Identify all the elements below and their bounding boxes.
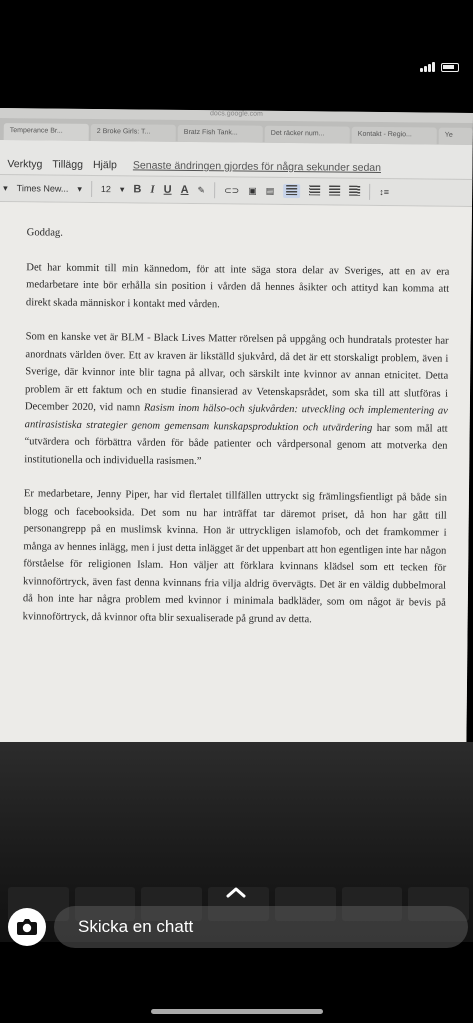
highlight-icon[interactable]: ✎	[197, 184, 206, 195]
doc-paragraph-3: Er medarbetare, Jenny Piper, har vid flertalet tillfällen uttryckt sig främlingsfientligt på både sin blogg och facebooksida. Det som nu har inträffat tar däremot priset, då hon har gått till personangrepp på en muslimsk kvinna. Hon är uttryckligen islamofob, och det framkommer i många av hennes inlägg, men i just detta inlägget är det uppenbart att hon egentligen inte har någon förståelse för religionen Islam. Hon väljer att förklara kvinnans klädsel som ett tecken för kvinnoförtryck, även fast denna kvinnans fria vilja aldrig övervägts. Det är en väldig dubbelmoral då hon inte har några problem med kvinnor i minimala badkläder, som om något är bevis på kvinnoförtryck, då kvinnor ofta blir sexualiserade på grund av detta.	[22, 488, 447, 625]
menu-verktyg[interactable]: Verktyg	[7, 158, 43, 171]
toolbar-divider	[214, 182, 215, 198]
menu-tillagg[interactable]: Tillägg	[52, 158, 84, 171]
status-icons	[420, 62, 459, 72]
font-size-select[interactable]: 12	[100, 184, 111, 195]
url-bar[interactable]: docs.google.com	[0, 108, 473, 123]
align-center-icon[interactable]	[309, 185, 320, 197]
docs-menubar	[0, 140, 473, 179]
align-left-icon[interactable]	[283, 184, 300, 198]
image-icon[interactable]: ▤	[265, 185, 275, 196]
text-color-button[interactable]: A	[180, 183, 189, 196]
toolbar-divider	[91, 181, 92, 197]
doc-paragraph-2	[24, 328, 448, 472]
bold-button[interactable]: B	[133, 183, 142, 196]
doc-paragraph-2-part-b: har som mål att “utvärdera och förbättra vården för både patienter och vårdpersonal genom att motverka den institutionella och individuella rasismen.”	[24, 422, 448, 467]
link-icon[interactable]: ⊂⊃	[224, 184, 240, 196]
chat-input[interactable]: Skicka en chatt	[54, 906, 468, 948]
chevron-down-icon[interactable]: ▾	[3, 182, 8, 193]
camera-button[interactable]	[8, 908, 46, 946]
signal-icon	[420, 62, 435, 72]
line-spacing-icon[interactable]: ↕≡	[379, 186, 390, 198]
chevron-down-icon[interactable]: ▾	[119, 183, 125, 194]
document-page[interactable]	[0, 202, 472, 753]
underline-button[interactable]: U	[163, 183, 172, 196]
chevron-down-icon[interactable]: ▾	[77, 183, 82, 194]
italic-button[interactable]: I	[150, 183, 155, 196]
doc-study-title: Rasism inom hälso-och sjukvården: utveckling och implementering av antirasistiska strategier genom gemensam kunskapsproduktion och utvärdering	[24, 402, 448, 434]
align-right-icon[interactable]	[329, 185, 340, 197]
browser-tab[interactable]: 2 Broke Girls: T...	[91, 124, 176, 142]
home-indicator[interactable]	[151, 1009, 323, 1014]
browser-tab[interactable]: Ye	[439, 128, 473, 145]
chevron-up-icon[interactable]	[226, 886, 246, 898]
last-edit-link[interactable]: Senaste ändringen gjordes för några sekunder sedan	[132, 159, 382, 174]
doc-paragraph-1: Det har kommit till min kännedom, för att inte säga stora delar av Sveriges, att en av era medarbetare inte bör erhålla sin position i vården då hennes åsikter och attityd kan komma att direkt skada människor i kontakt med vården.	[25, 261, 450, 310]
doc-paragraph-2-part-a: Som en kanske vet är BLM - Black Lives Matter rörelsen på uppgång och hundratals protester har anordnats världen över. Ett av kraven är likställd sjukvård, då det är ett storskaligt problem, även i Sverige, där kvinnor inte blir tagna på allvar, och särskilt inte kvinnor av annan etnicitet. Detta problem är ett faktum och en studie finansierad av Vetenskapsrådet, som ska till att slutföras i December 2020, vid namn	[24, 331, 449, 414]
browser-tab[interactable]: Det räcker num...	[265, 126, 350, 144]
status-bar	[0, 0, 473, 44]
justify-icon[interactable]	[349, 186, 360, 198]
doc-greeting: Goddag.	[26, 227, 63, 239]
browser-tab[interactable]: Kontakt - Regio...	[352, 127, 437, 145]
menu-hjalp[interactable]: Hjälp	[92, 158, 117, 172]
toolbar-divider	[369, 184, 370, 200]
laptop-screen-photo	[0, 108, 473, 753]
font-select[interactable]: Times New...	[16, 183, 69, 194]
browser-tab[interactable]: Temperance Br...	[4, 123, 89, 141]
battery-icon	[441, 63, 459, 72]
browser-tab[interactable]: Bratz Fish Tank...	[178, 125, 263, 143]
camera-icon	[16, 918, 38, 936]
comment-icon[interactable]: ▣	[248, 185, 257, 196]
